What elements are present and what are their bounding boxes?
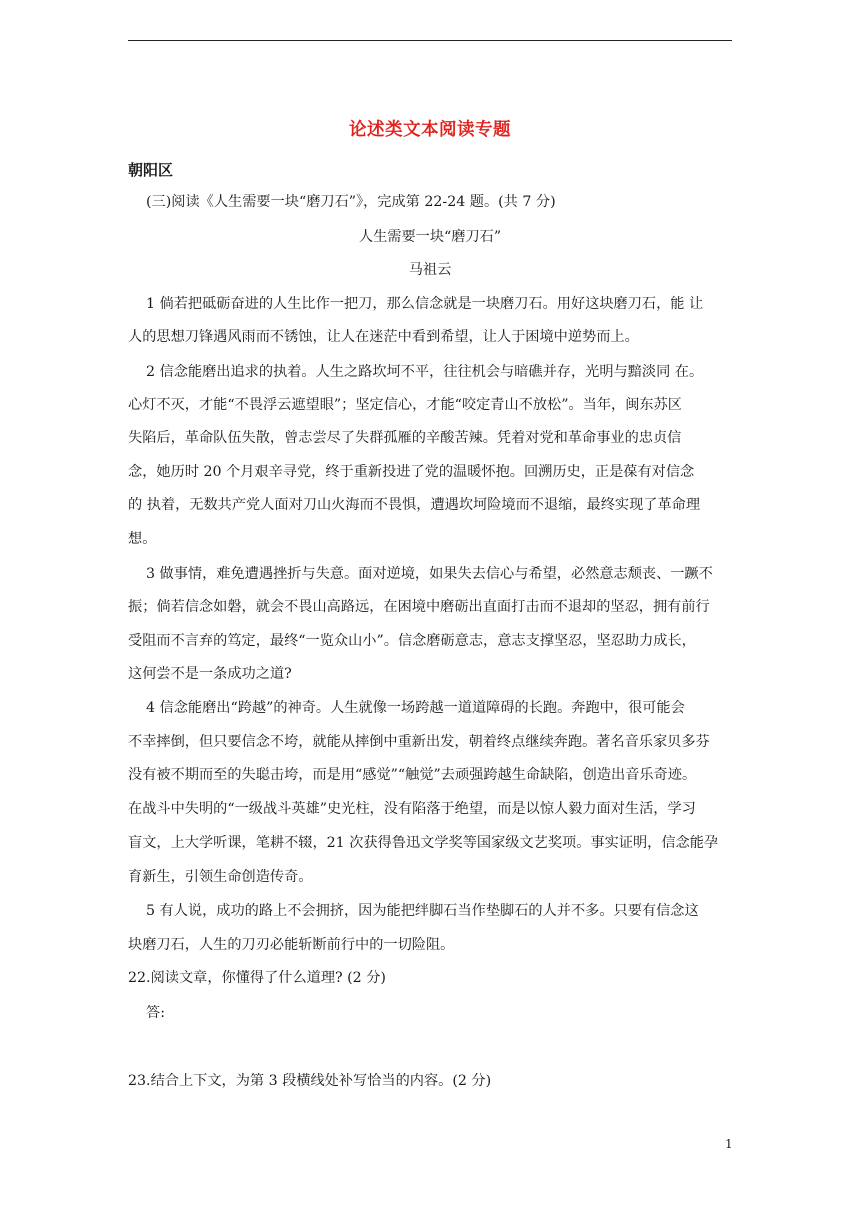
article-line: 人的思想刀锋遇风雨而不锈蚀，让人在迷茫中看到希望，让人于困境中逆势而上。 bbox=[128, 329, 639, 345]
article-line: 育新生，引领生命创造传奇。 bbox=[128, 869, 313, 885]
article-author: 马祖云 bbox=[408, 262, 452, 278]
page-number: 1 bbox=[725, 1137, 733, 1151]
article-line: 的 执着，无数共产党人面对刀山火海而不畏惧，遭遇坎坷险境而不退缩，最终实现了革命理 bbox=[128, 497, 701, 513]
region-label: 朝阳区 bbox=[128, 161, 174, 179]
header-rule bbox=[128, 40, 732, 41]
article-line: 不幸摔倒，但只要信念不垮，就能从摔倒中重新出发，朝着终点继续奔跑。著名音乐家贝多芬 bbox=[128, 734, 710, 750]
article-line: 这何尝不是一条成功之道? bbox=[128, 666, 292, 682]
article-heading: 人生需要一块“磨刀石” bbox=[358, 229, 502, 245]
article-line: 块磨刀石，人生的刀刃必能斩断前行中的一切险阻。 bbox=[128, 937, 455, 953]
article-line: 盲文，上大学听课，笔耕不辍，21 次获得鲁迅文学奖等国家级文艺奖项。事实证明，信念能孕 bbox=[128, 835, 719, 851]
article-line: 念，她历时 20 个月艰辛寻党，终于重新投进了党的温暖怀抱。回溯历史，正是葆有对信念 bbox=[128, 464, 695, 480]
article-line: 受阻而不言弃的笃定，最终“一览众山小”。信念磨砺意志，意志支撑坚忍，坚忍助力成长， bbox=[128, 633, 696, 649]
article-line: 5 有人说，成功的路上不会拥挤，因为能把绊脚石当作垫脚石的人并不多。只要有信念这 bbox=[146, 903, 699, 919]
article-line: 没有被不期而至的失聪击垮，而是用“感觉”“触觉”去顽强跨越生命缺陷，创造出音乐奇迹。 bbox=[128, 767, 697, 783]
article-line: 想。 bbox=[128, 531, 157, 547]
article-line: 心灯不灭，才能“不畏浮云遮望眼”；坚定信心，才能“咬定青山不放松”。当年，闽东苏区 bbox=[128, 397, 682, 413]
article-line: 1 倘若把砥砺奋进的人生比作一把刀，那么信念就是一块磨刀石。用好这块磨刀石，能 让 bbox=[146, 296, 704, 312]
article-line: 4 信念能磨出“跨越”的神奇。人生就像一场跨越一道道障碍的长跑。奔跑中，很可能会 bbox=[146, 700, 685, 716]
document-title: 论述类文本阅读专题 bbox=[349, 120, 511, 140]
article-line: 2 信念能磨出追求的执着。人生之路坎坷不平，往往机会与暗礁并存，光明与黯淡同 在。 bbox=[146, 364, 704, 380]
instruction-text: (三)阅读《人生需要一块“磨刀石”》，完成第 22-24 题。(共 7 分) bbox=[146, 194, 556, 210]
answer-label: 答: bbox=[146, 1005, 165, 1021]
article-line: 振；倘若信念如磐，就会不畏山高路远，在困境中磨砺出直面打击而不退却的坚忍，拥有前行 bbox=[128, 599, 710, 615]
article-line: 失陷后，革命队伍失散，曾志尝尽了失群孤雁的辛酸苦辣。凭着对党和革命事业的忠贞信 bbox=[128, 430, 682, 446]
question-22: 22.阅读文章，你懂得了什么道理? (2 分) bbox=[128, 970, 386, 986]
article-line: 在战斗中失明的“一级战斗英雄”史光柱，没有陷落于绝望，而是以惊人毅力面对生活，学习 bbox=[128, 801, 696, 817]
question-23: 23.结合上下文，为第 3 段横线处补写恰当的内容。(2 分) bbox=[128, 1073, 492, 1089]
article-line: 3 做事情，难免遭遇挫折与失意。面对逆境，如果失去信心与希望，必然意志颓丧、一蹶不 bbox=[146, 566, 713, 582]
